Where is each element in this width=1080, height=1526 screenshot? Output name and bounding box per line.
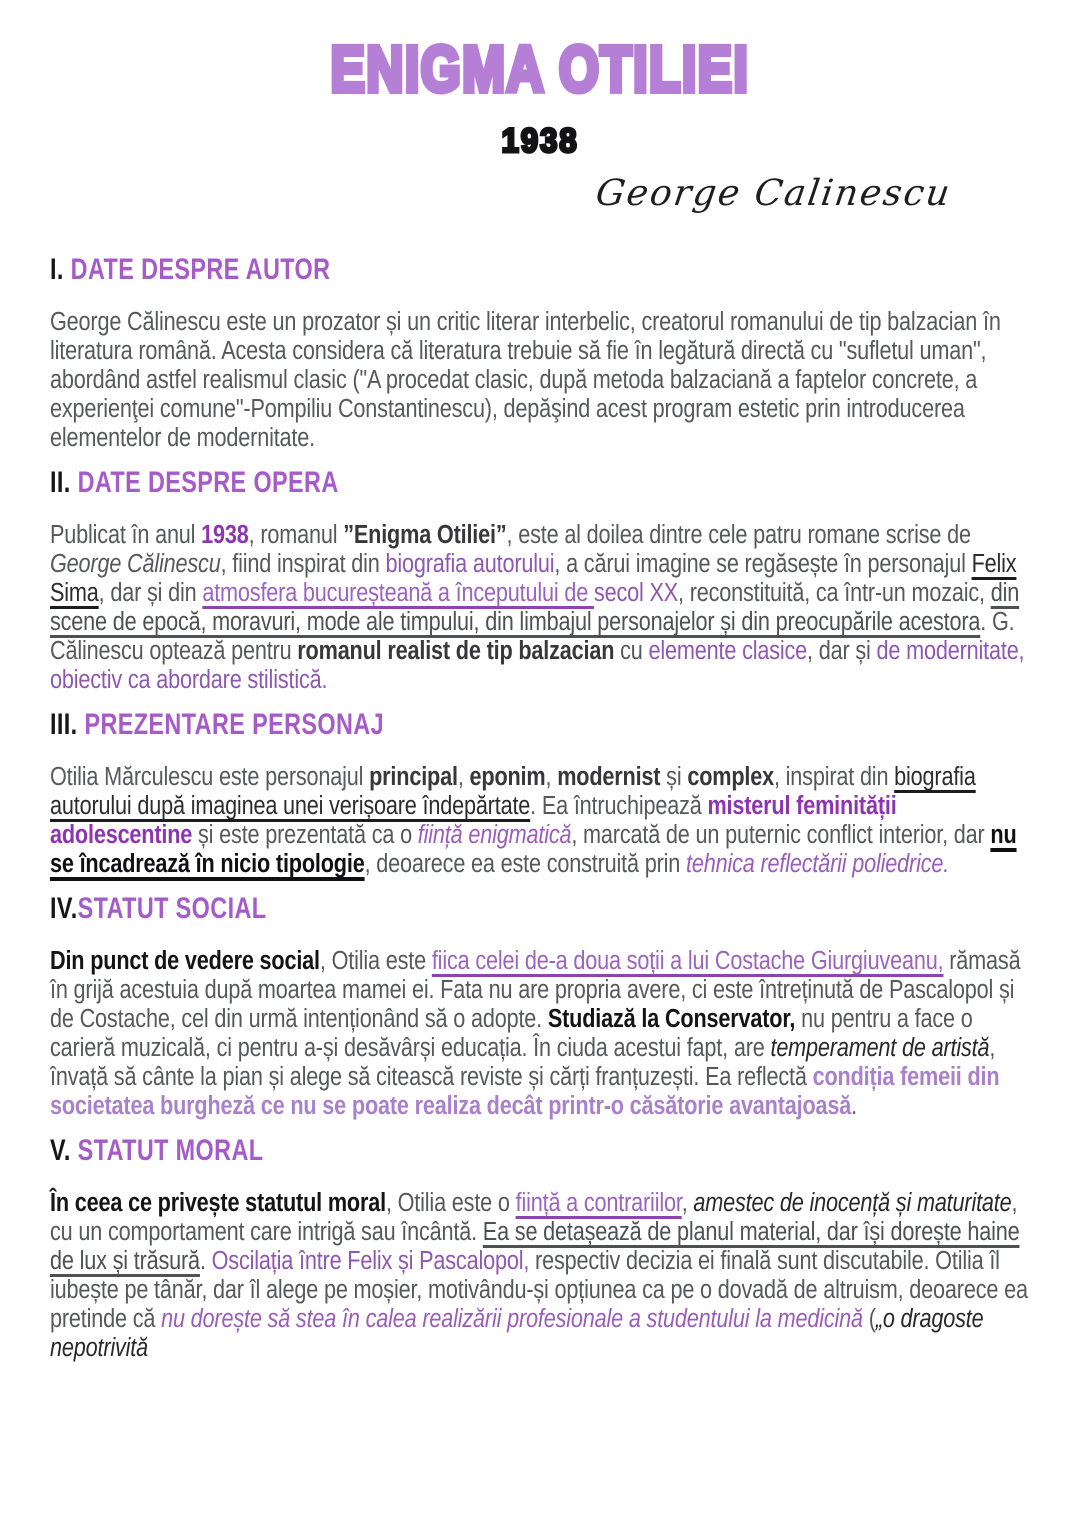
text-run: . [199,1247,212,1275]
text-run: eponim [469,763,546,791]
section-title: STATUT SOCIAL [77,892,267,925]
document-header [0,0,1080,222]
section-heading-text [50,891,266,927]
text-run: misterul feminității adolescentine [50,792,897,849]
text-run: Studiază la Conservator, [547,1005,796,1033]
section-heading-text [50,252,330,288]
section-number: I. [50,253,64,286]
text-run: Publicat în anul [50,521,202,549]
text-run: și [660,763,688,791]
text-run: respectiv decizia ei finală sunt discutabile. Otilia îl iubește pe tânăr, dar îl alege pe moșier, motivându-și opțiunea ca pe o dovadă de altruism, deoarece ea pretinde că [50,1247,1028,1333]
section [50,1133,1030,1363]
text-run: . G. Călinescu optează pentru [50,608,1015,665]
text-run: . [851,1092,858,1120]
text-run: , [457,763,470,791]
section-paragraph [50,521,1030,695]
section [50,252,1030,453]
text-run: elemente clasice [648,637,808,665]
section-heading-text [50,465,339,501]
section [50,465,1030,695]
text-run: Felix Sima [50,550,1017,607]
text-run: „o dragoste nepotrivită [50,1305,984,1362]
text-run: amestec de inocență și maturitate [693,1189,1012,1217]
text-run: Oscilația între Felix și Pascalopol, [211,1247,530,1275]
text-run: , cu un comportament care intrigă sau încântă. [50,1189,1018,1246]
section-heading [50,465,1030,501]
section-paragraph [50,308,1030,453]
text-run: și este prezentată ca o [192,821,418,849]
section-heading [50,707,1030,743]
text-run: atmosfera bucureșteană a începutului de [202,579,594,607]
document-body [0,252,1080,1363]
text-run: , [545,763,558,791]
section-paragraph [50,947,1030,1121]
text-run: de modernitate, obiectiv ca abordare stilistică. [50,637,1025,694]
text-run: ființă a contrariilor [515,1189,682,1217]
text-run: , deoarece ea este construită prin [364,850,686,878]
text-run: , marcată de un puternic conflict interior, dar [571,821,991,849]
text-run: condiția femeii din societatea burgheză ce nu se poate realiza decât printr-o căsătorie avantajoasă [50,1063,1000,1120]
section-title: DATE DESPRE AUTOR [63,253,331,286]
text-run: . Ea întruchipează [530,792,708,820]
section-number: IV. [50,892,78,925]
section-title: DATE DESPRE OPERA [70,466,339,499]
section-heading [50,252,1030,288]
text-run: , Otilia este [319,947,432,975]
text-run: , [681,1189,694,1217]
text-run: Otilia Mărculescu este personajul [50,763,370,791]
text-run: , Otilia este o [385,1189,516,1217]
text-run: Ea se detașează de planul material, dar își dorește haine de lux și trăsură [50,1218,1020,1275]
text-run: complex [687,763,774,791]
section-paragraph [50,1189,1030,1363]
page-title: ENIGMA OTILIEI [330,33,750,105]
text-run: George Călinescu este un prozator și un critic literar interbelic, creatorul romanului de tip balzacian în literatura română. Acesta considera că literatura trebuie să fie în legătură directă cu "sufletul uman", abordând astfel realismul clasic ("A procedat clasic, după metoda balzaciană a faptelor concrete, a experienţei comune"-Pompiliu Constantinescu), depăşind acest program estetic prin introducerea elementelor de modernitate. [50,308,1001,452]
text-run: În ceea ce privește statutul moral [50,1189,386,1217]
text-run: , dar și [807,637,877,665]
text-run: Din punct de vedere social [50,947,320,975]
text-run: , dar și din [98,579,203,607]
text-run: , a cărui imagine se regăsește în personajul [554,550,972,578]
section [50,707,1030,879]
section-heading-text [50,707,384,743]
year-label: 1938 [501,122,579,160]
section-paragraph [50,763,1030,879]
text-run: , inspirat din [773,763,895,791]
text-run: tehnica reflectării poliedrice. [685,850,950,878]
text-run: nu se încadrează în nicio tipologie [50,821,1017,878]
text-run: 1938 [201,521,249,549]
text-run: rămasă în grijă acestuia după moartea mamei ei. Fata nu are propria avere, ci este întreținută de Pascalopol și de Costache, cel din urmă intenționând să o adopte. [50,947,1021,1033]
text-run: George Călinescu [50,550,221,578]
text-run: nu dorește să stea în calea realizării profesionale a studentului la medicină [161,1305,863,1333]
text-run: ființă enigmatică [417,821,572,849]
section-heading-text [50,1133,263,1169]
section-title: PREZENTARE PERSONAJ [77,708,384,741]
text-run: , învață să cânte la pian și alege să citească reviste și cărți franțuzești. Ea reflectă [50,1034,996,1091]
text-run: secol XX [593,579,679,607]
text-run: , este al doilea dintre cele patru romane scrise de [506,521,971,549]
text-run: , reconstituită, ca într-un mozaic, [678,579,991,607]
text-run: biografia autorului după imaginea unei verișoare îndepărtate [50,763,976,820]
section-title: STATUT MORAL [70,1134,264,1167]
text-run: cu [614,637,649,665]
section-number: V. [50,1134,71,1167]
text-run: , romanul [248,521,344,549]
text-run: principal [369,763,458,791]
text-run: romanul realist de tip balzacian [297,637,615,665]
text-run: modernist [557,763,661,791]
text-run: ( [862,1305,876,1333]
author-signature: George Calinescu [593,173,955,214]
text-run: nu pentru a face o carieră muzicală, ci pentru a-și desăvârși educația. În ciuda acestui fapt, are [50,1005,973,1062]
text-run: temperament de artistă [770,1034,990,1062]
section [50,891,1030,1121]
text-run: fiica celei de-a doua soții a lui Costache Giurgiuveanu, [431,947,944,975]
section-heading [50,891,1030,927]
text-run: din scene de epocă, moravuri, mode ale timpului, din limbajul personajelor și din preocupările acestora [50,579,1020,636]
section-heading [50,1133,1030,1169]
text-run: biografia autorului [385,550,555,578]
text-run: , fiind inspirat din [220,550,386,578]
section-number: III. [50,708,78,741]
text-run: ”Enigma Otiliei” [343,521,507,549]
section-number: II. [50,466,71,499]
